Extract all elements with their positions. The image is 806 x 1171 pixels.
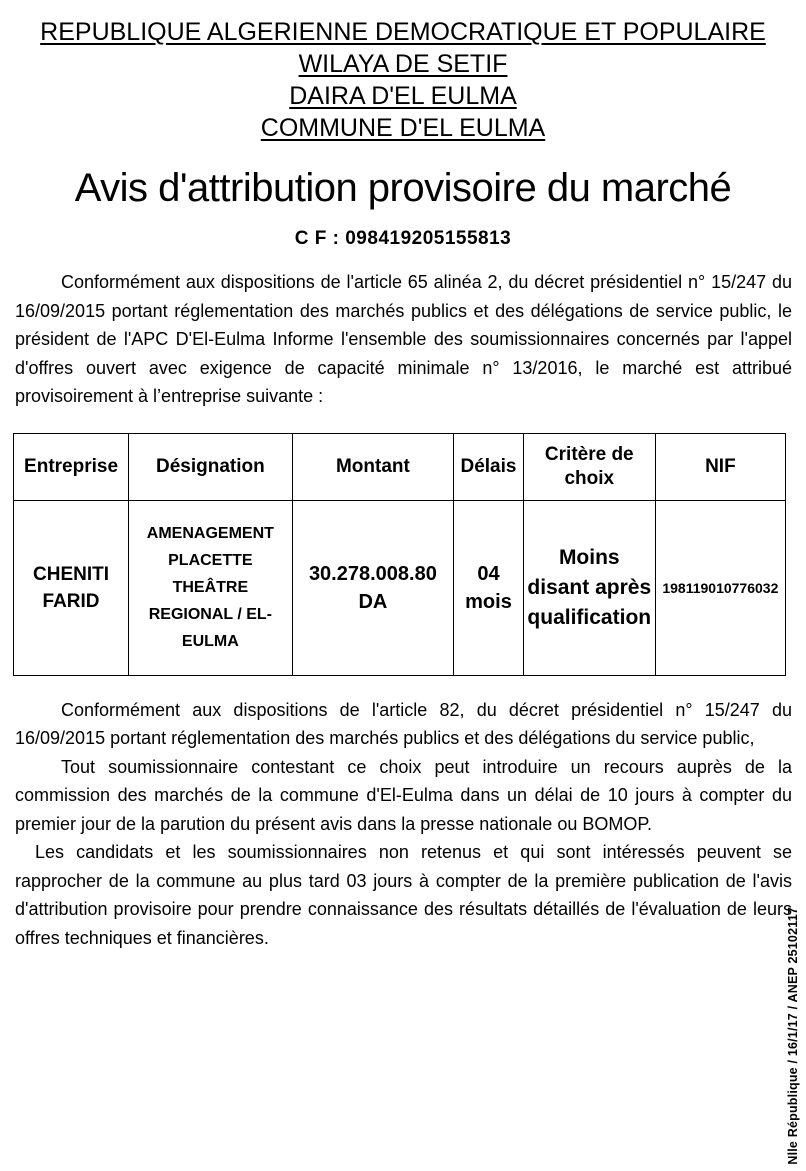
header-wilaya: WILAYA DE SETIF (298, 50, 508, 78)
table-row (14, 500, 786, 675)
cell-delais: 04 mois (454, 500, 524, 675)
header-designation: Désignation (129, 433, 293, 500)
paragraph-intro: Conformément aux dispositions de l'article 65 alinéa 2, du décret présidentiel n° 15/247 du 16/09/2015 portant réglementation des marchés publics et des délégations de service public, le président de l'APC D'El-Eulma Informe l'ensemble des soumissionnaires concernés par l'appel d'offres ouvert avec exigence de capacité minimale n° 13/2016, le marché est attribué provisoirement à l’entreprise suivante : (15, 272, 792, 406)
header-montant: Montant (292, 433, 454, 500)
cell-critere: Moins disant après qualification (523, 500, 655, 675)
notice-title: Avis d'attribution provisoire du marché (74, 166, 732, 210)
cell-entreprise: CHENITI FARID (14, 500, 129, 675)
award-table (13, 433, 786, 676)
header-delais: Délais (454, 433, 524, 500)
publication-reference: Nlle République / 16/1/17 / ANEP 25102117 (786, 907, 800, 1165)
header-republic: REPUBLIQUE ALGERIENNE DEMOCRATIQUE ET POPULAIRE (40, 18, 766, 46)
header-commune: COMMUNE D'EL EULMA (260, 114, 546, 142)
paragraph-candidats: Les candidats et les soumissionnaires non retenus et qui sont intéressés peuvent se rapprocher de la commune au plus tard 03 jours à compter de la première publication de l'avis d'attribution provisoire pour prendre connaissance des résultats détaillés de l'évaluation de leurs offres techniques et financières. (15, 842, 792, 948)
table-header-row (14, 433, 786, 500)
header-entreprise: Entreprise (14, 433, 129, 500)
paragraph-article-82: Conformément aux dispositions de l'article 82, du décret présidentiel n° 15/247 du 16/09/2015 portant réglementation des marchés publics et des délégations du service public, (15, 699, 792, 748)
paragraph-recours: Tout soumissionnaire contestant ce choix peut introduire un recours auprès de la commission des marchés de la commune d'El-Eulma dans un délai de 10 jours à compter du premier jour de la parution du présent avis dans la presse nationale ou BOMOP. (15, 756, 792, 834)
cell-montant: 30.278.008.80 DA (292, 500, 454, 675)
document-header (0, 0, 806, 144)
header-nif: NIF (655, 433, 785, 500)
cell-designation: AMENAGEMENT PLACETTE THEÂTRE REGIONAL / EL-EULMA (129, 500, 293, 675)
cell-nif: 198119010776032 (655, 500, 785, 675)
header-daira: DAIRA D'EL EULMA (289, 82, 517, 110)
header-critere: Critère de choix (523, 433, 655, 500)
cf-number: C F : 098419205155813 (294, 228, 512, 249)
